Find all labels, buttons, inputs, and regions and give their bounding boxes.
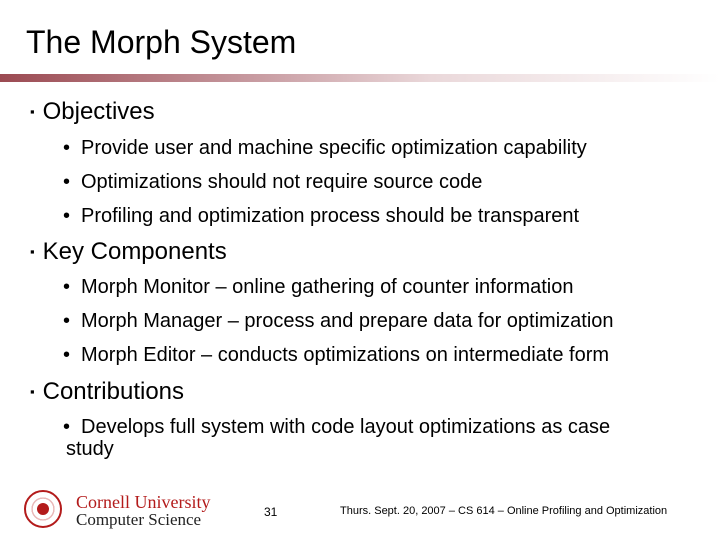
list-item — [63, 416, 708, 460]
list-item-text: Provide user and machine specific optimization capability — [81, 137, 587, 159]
section-heading-text: Contributions — [42, 378, 185, 405]
dot-bullet-icon: • — [63, 416, 71, 438]
list-item-text-continuation: study — [66, 438, 114, 460]
section-heading-key-components — [30, 238, 227, 269]
dot-bullet-icon: • — [63, 205, 71, 227]
cornell-logo — [24, 488, 214, 532]
list-item-text: Develops full system with code layout optimizations as case — [81, 416, 611, 438]
dot-bullet-icon: • — [63, 171, 71, 193]
square-bullet-icon: ▪ — [30, 104, 35, 119]
list-item — [63, 205, 708, 227]
dot-bullet-icon: • — [63, 276, 71, 298]
list-item — [63, 344, 708, 366]
list-item-text: Profiling and optimization process should be transparent — [81, 205, 580, 227]
logo-university-name: Cornell University — [76, 492, 211, 512]
page-number: 31 — [264, 505, 278, 519]
square-bullet-icon: ▪ — [30, 244, 35, 259]
cornell-seal-icon — [24, 490, 62, 528]
list-item — [63, 137, 708, 159]
list-item — [63, 276, 708, 298]
section-heading-objectives — [30, 98, 155, 129]
list-item-text: Morph Monitor – online gathering of counter information — [81, 276, 574, 298]
list-item — [63, 310, 708, 332]
section-heading-text: Objectives — [42, 98, 155, 125]
title-underline — [0, 74, 720, 82]
section-heading-contributions — [30, 378, 184, 409]
dot-bullet-icon: • — [63, 137, 71, 159]
section-heading-text: Key Components — [42, 238, 227, 265]
logo-department-name: Computer Science — [76, 510, 202, 529]
dot-bullet-icon: • — [63, 344, 71, 366]
square-bullet-icon: ▪ — [30, 384, 35, 399]
footer-caption: Thurs. Sept. 20, 2007 – CS 614 – Online Profiling and Optimization — [340, 505, 668, 517]
list-item-text: Morph Editor – conducts optimizations on intermediate form — [81, 344, 610, 366]
list-item — [63, 171, 708, 193]
list-item-text: Optimizations should not require source code — [81, 171, 483, 193]
dot-bullet-icon: • — [63, 310, 71, 332]
slide-title: The Morph System — [26, 24, 297, 60]
list-item-text: Morph Manager – process and prepare data for optimization — [81, 310, 614, 332]
